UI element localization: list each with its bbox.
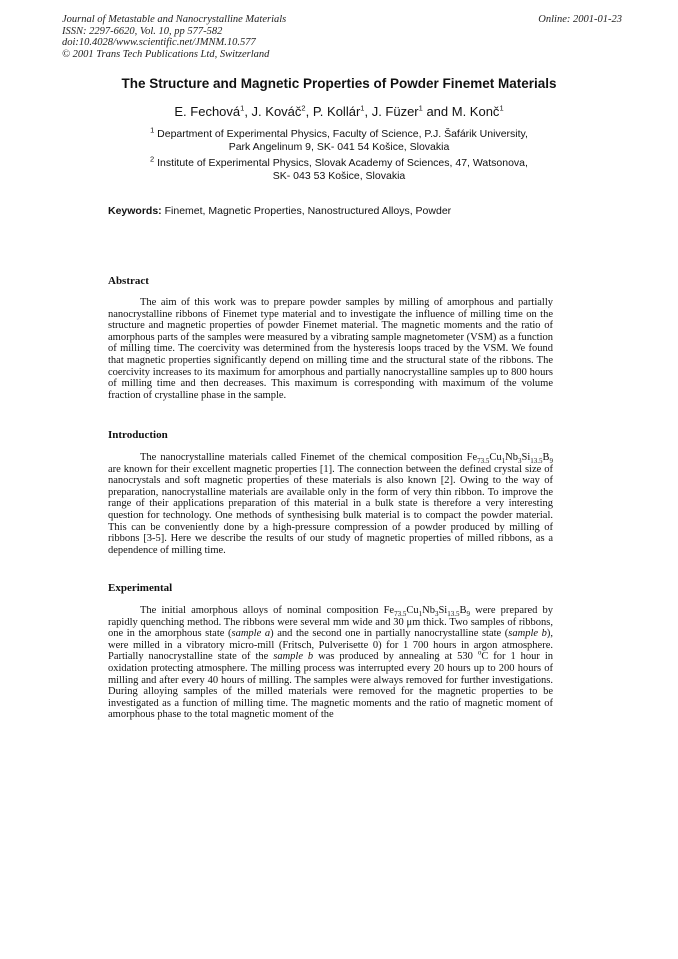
author-affiliation-mark: 1 (360, 103, 365, 113)
author-name: M. Konč (451, 104, 500, 119)
author-affiliation-mark: 1 (499, 103, 504, 113)
journal-doi: doi:10.4028/www.scientific.net/JMNM.10.577 (62, 37, 256, 48)
keywords (108, 205, 451, 217)
author-affiliation-mark: 1 (418, 103, 423, 113)
author-name: J. Kováč (251, 104, 302, 119)
journal-header (62, 14, 622, 60)
affiliation-2: $^2$ Institute of Experimental Physics, Slovak Academy of Sciences, 47, Watsonova, SK- 043 53 Košice, Slovakia (150, 154, 528, 182)
chemical-formula: $Fe_{73.5}Cu_1Nb_3Si_{13.5}B_9$ (383, 605, 470, 619)
author-affiliation-mark: 1 (240, 103, 245, 113)
chemical-formula: $Fe_{73.5}Cu_1Nb_3Si_{13.5}B_9$ (466, 452, 554, 466)
journal-copyright: © 2001 Trans Tech Publications Ltd, Switzerland (62, 48, 270, 60)
author-name: E. Fechová (174, 104, 241, 119)
journal-issn: ISSN: 2297-6620, Vol. 10, pp 577-582 (62, 25, 223, 37)
keywords-text: Finemet, Magnetic Properties, Nanostructured Alloys, Powder (164, 205, 452, 217)
affiliation-number: 1 (150, 125, 155, 135)
sample-b-label: sample b (508, 628, 547, 640)
online-date: Online: 2001-01-23 (538, 14, 622, 25)
experimental-text: The initial amorphous alloys of nominal composition $Fe_{73.5}Cu_1Nb_3Si_{13.5}B_9$ were prepared by rapidly quenching method. The ribbons were several mm wide and 30 μm thick. Two samples of ribbons, one in the amorphous state (sample a) and the second one in partially nanocrystalline state (sample b), were milled in a vibratory micro-mill (Fritsch, Pulverisette 0) for 1 700 hours in argon atmosphere. Partially nanocrystalline state of the sample b was produced by annealing at 530 $^o$C for 1 hour in oxidation protecting atmosphere. The milling process was interrupted every 20 hours up to 200 hours of milling and after every 40 hours of milling. The samples were always removed for further investigations. During alloying samples of the milled materials were removed for the magnetic properties to be investigated as a function of milling time. The magnetic moments and the ratio of magnetic moment of amorphous phase to the total magnetic moment of the (108, 605, 554, 721)
journal-name: Journal of Metastable and Nanocrystalline Materials (62, 14, 287, 25)
abstract-heading: Abstract (108, 275, 149, 287)
author-name: P. Kollár (312, 104, 361, 119)
sample-b-label: sample b (273, 651, 314, 663)
sample-a-label: sample a (231, 628, 271, 640)
keywords-label: Keywords: (108, 205, 162, 217)
affiliation-number: 2 (150, 154, 155, 164)
affiliation-1: $^1$ Department of Experimental Physics, Faculty of Science, P.J. Šafárik University, Park Angelinum 9, SK- 041 54 Košice, Slovakia (150, 125, 528, 153)
paper-title: The Structure and Magnetic Properties of Powder Finemet Materials (121, 76, 557, 91)
introduction-text: The nanocrystalline materials called Finemet of the chemical composition $Fe_{73.5}Cu_1Nb_3Si_{13.5}B_9$ are known for their excellent magnetic properties [1]. The connection between the defined crystal size of nanocrystals and soft magnetic properties of these materials is also known [2]. Owing to the way of preparation, nanocrystalline materials are available only in the form of very thin ribbon. To improve the range of their applications preparation of this material in a bulk state is therefore a very interesting question for technology. One methods of synthesising bulk material is to compact the powder material. This can be conveniently done by a high-pressure compression of a powder produced by milling of ribbons [3-5]. Here we describe the results of our study of magnetic properties of milled ribbons, as a dependence of milling time. (108, 452, 554, 556)
introduction-heading: Introduction (108, 429, 168, 441)
author-name: J. Füzer (371, 104, 419, 119)
author-list: E. Fechová$^1$, J. Kováč$^2$, P. Kollár$^1$, J. Füzer$^1$ and M. Konč$^1$ (174, 103, 504, 119)
experimental-heading: Experimental (108, 582, 173, 594)
abstract-text: The aim of this work was to prepare powder samples by milling of amorphous and partially nanocrystalline ribbons of Finemet type material and to investigate the influence of milling time on the structure and magnetic properties of powder Finemet material. The magnetic moments and the ratio of amorphous parts of the samples were measured by a vibrating sample magnetometer (VSM) as a function of milling time. The coercivity was determined from the hysteresis loops traced by the VSM. We found that magnetic properties significantly depend on milling time and the structural state of the ribbons. The coercivity increases to its maximum for amorphous and partially nanocrystalline samples up to 800 hours of milling time and then decreases. This maximum is corresponding with maximum of the volume fraction of crystalline phase in the sample. (108, 297, 553, 401)
author-affiliation-mark: 2 (301, 103, 306, 113)
